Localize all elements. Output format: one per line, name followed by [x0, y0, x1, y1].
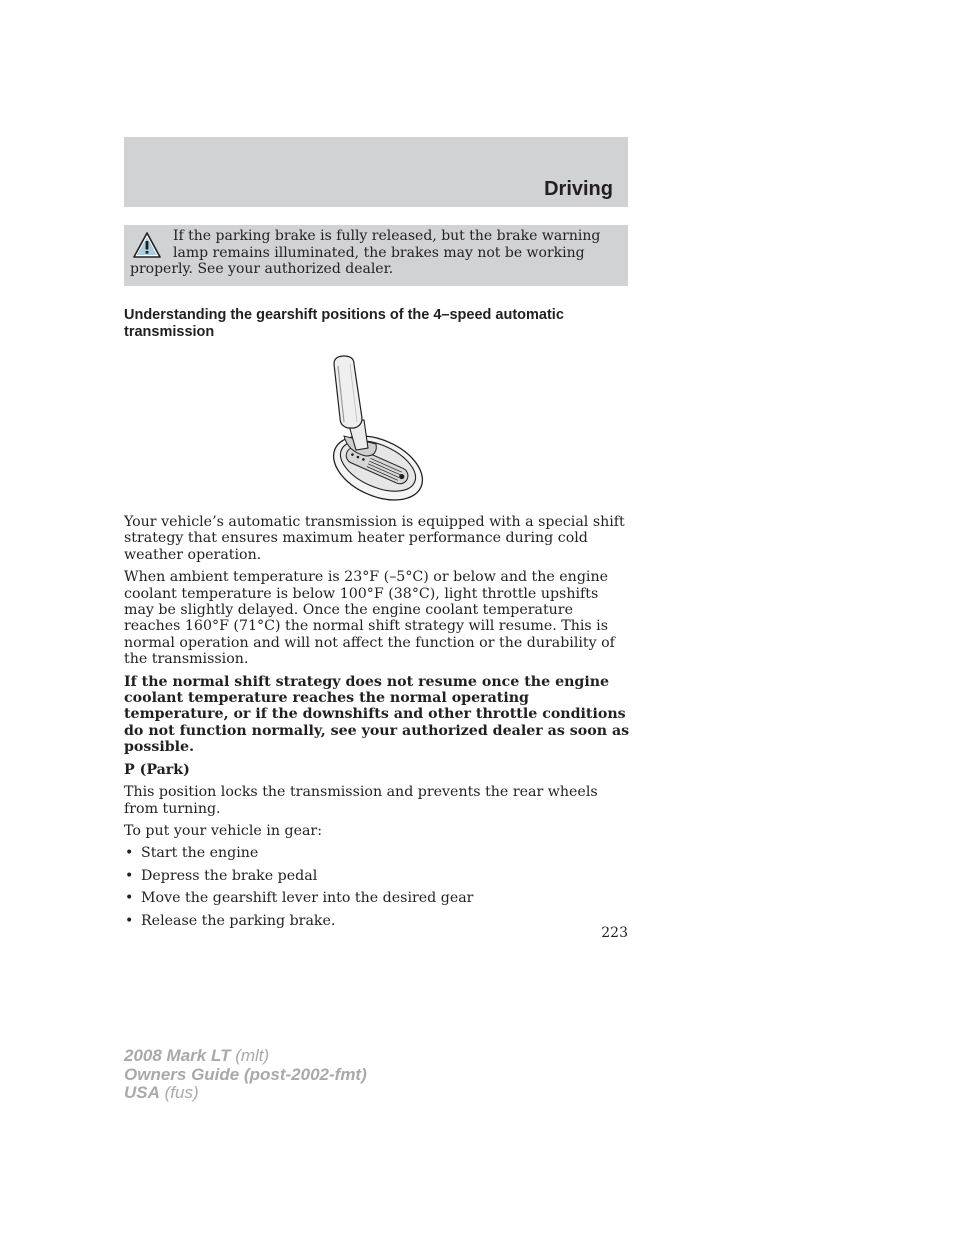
- section-header: [124, 137, 628, 207]
- bullet-icon: •: [125, 845, 134, 862]
- warning-box: [124, 225, 628, 286]
- paragraph-shift-strategy: Your vehicle’s automatic transmission is equipped with a special shift strategy that ensures maximum heater performance during cold weather operation.: [124, 514, 625, 563]
- warning-text-block: [130, 228, 622, 278]
- list-item: • Depress the brake pedal: [125, 867, 318, 884]
- gear-steps-list: [124, 845, 630, 929]
- warning-text: If the parking brake is fully released, but the brake warning lamp remains illuminated, the brakes may not be working properly. See your authorized dealer.: [130, 228, 601, 277]
- section-subheading: Understanding the gearshift positions of the 4–speed automatic transmission: [124, 307, 564, 340]
- list-item: • Move the gearshift lever into the desired gear: [125, 890, 474, 907]
- bullet-icon: •: [125, 912, 134, 929]
- bullet-icon: •: [125, 867, 134, 884]
- bullet-icon: •: [125, 890, 134, 907]
- park-heading: P (Park): [124, 761, 190, 778]
- body-text: [124, 514, 630, 935]
- footer-line-2: Owners Guide (post-2002-fmt): [124, 1064, 367, 1084]
- list-item: • Start the engine: [125, 845, 259, 862]
- paragraph-put-in-gear: To put your vehicle in gear:: [124, 822, 322, 839]
- list-item: • Release the parking brake.: [125, 912, 336, 929]
- footer-line-1: 2008 Mark LT (mlt): [124, 1046, 270, 1065]
- paragraph-temperature: When ambient temperature is 23°F (–5°C) or below and the engine coolant temperature is below 100°F (38°C), light throttle upshifts may be slightly delayed. Once the engine coolant temperature reaches 160°F (71°C) the normal shift strategy will resume. This is normal operation and will not affect the function or the durability of the transmission.: [124, 569, 615, 668]
- paragraph-dealer-warning: If the normal shift strategy does not resume once the engine coolant temperature reaches the normal operating temperature, or if the downshifts and other throttle conditions do not function normally, see your authorized dealer as soon as possible.: [124, 673, 630, 756]
- footer-line-3: USA (fus): [124, 1083, 199, 1102]
- paragraph-park: This position locks the transmission and prevents the rear wheels from turning.: [124, 784, 598, 817]
- gearshift-lever-illustration: [326, 352, 430, 502]
- page-number: 223: [601, 925, 628, 941]
- section-title: Driving: [544, 178, 613, 200]
- document-footer: [124, 1047, 367, 1103]
